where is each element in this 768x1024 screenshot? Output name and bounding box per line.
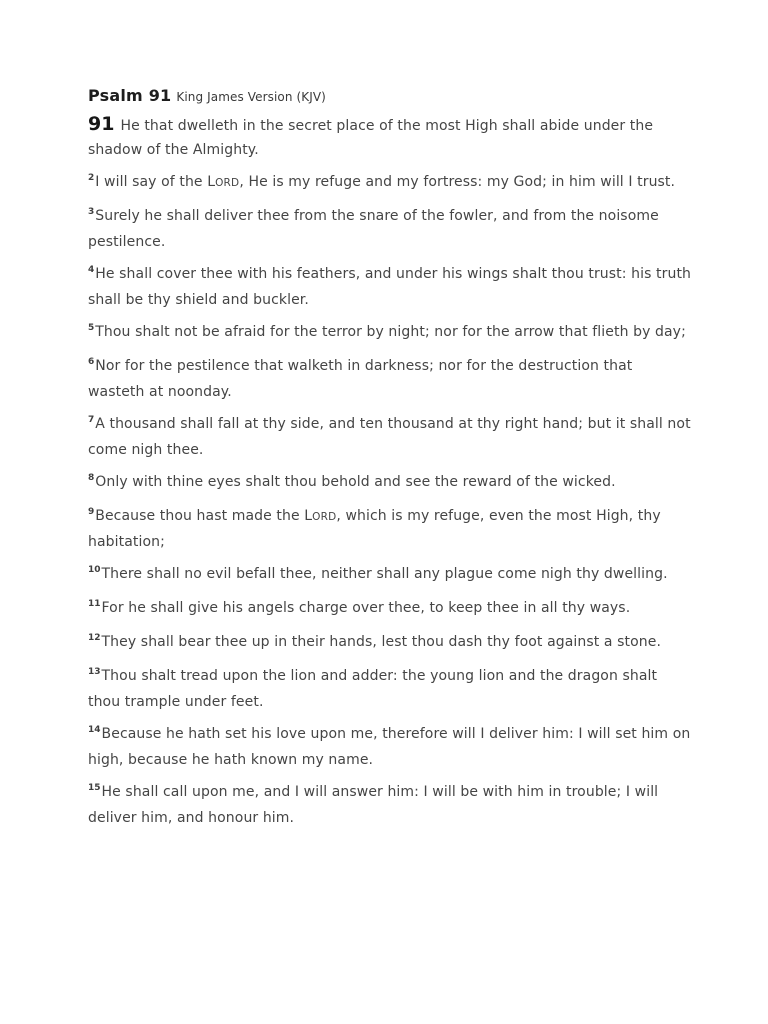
verse-paragraph — [88, 112, 692, 162]
verse-text: Thou shalt not be afraid for the terror by night; nor for the arrow that flieth by day; — [95, 324, 686, 340]
text-column — [88, 84, 692, 830]
verse-paragraph — [88, 262, 692, 312]
verse-text: He that dwelleth in the secret place of the most High shall abide under the shadow of the Almighty. — [88, 118, 654, 158]
verse-number: 8 — [88, 473, 95, 483]
verse-number: 13 — [88, 667, 101, 677]
lord-smallcaps: ORD — [215, 177, 240, 189]
verse-paragraph — [88, 354, 692, 404]
verse-paragraph — [88, 412, 692, 462]
verse-number: 9 — [88, 507, 95, 517]
verse-paragraph — [88, 170, 692, 196]
verse-number: 14 — [88, 725, 101, 735]
chapter-number: 91 — [88, 113, 115, 135]
verse-paragraph — [88, 204, 692, 254]
verse-paragraph — [88, 596, 692, 622]
verse-text: There shall no evil befall thee, neither shall any plague come nigh thy dwelling. — [101, 566, 668, 582]
verse-paragraph — [88, 562, 692, 588]
verse-number: 11 — [88, 599, 101, 609]
verse-paragraph — [88, 504, 692, 554]
verse-text: Only with thine eyes shalt thou behold and see the reward of the wicked. — [95, 474, 616, 490]
verse-text: Because thou hast made the LORD, which is my refuge, even the most High, thy habitation; — [88, 508, 661, 550]
verse-number: 10 — [88, 565, 101, 575]
verses-container — [88, 112, 692, 830]
verse-text: Surely he shall deliver thee from the snare of the fowler, and from the noisome pestilence. — [88, 208, 659, 250]
verse-text: He shall cover thee with his feathers, and under his wings shalt thou trust: his truth shall be thy shield and buckler. — [88, 266, 692, 308]
verse-text: They shall bear thee up in their hands, lest thou dash thy foot against a stone. — [101, 634, 662, 650]
verse-number: 15 — [88, 783, 101, 793]
verse-text: Because he hath set his love upon me, therefore will I deliver him: I will set him on high, because he hath known my name. — [88, 726, 691, 768]
verse-text: A thousand shall fall at thy side, and ten thousand at thy right hand; but it shall not come nigh thee. — [88, 416, 691, 458]
verse-paragraph — [88, 320, 692, 346]
verse-text: He shall call upon me, and I will answer him: I will be with him in trouble; I will deliver him, and honour him. — [88, 784, 659, 826]
passage-title — [88, 84, 692, 109]
verse-text: Thou shalt tread upon the lion and adder: the young lion and the dragon shalt thou trample under feet. — [88, 668, 658, 710]
verse-paragraph — [88, 470, 692, 496]
verse-number: 3 — [88, 207, 95, 217]
verse-number: 2 — [88, 173, 95, 183]
verse-text: I will say of the LORD, He is my refuge and my fortress: my God; in him will I trust. — [95, 174, 676, 190]
verse-number: 12 — [88, 633, 101, 643]
verse-paragraph — [88, 780, 692, 830]
lord-smallcaps: ORD — [312, 511, 337, 523]
verse-paragraph — [88, 722, 692, 772]
verse-text: For he shall give his angels charge over thee, to keep thee in all thy ways. — [101, 600, 631, 616]
verse-number: 7 — [88, 415, 95, 425]
verse-paragraph — [88, 664, 692, 714]
passage-title-text: Psalm 91 — [88, 86, 172, 105]
verse-number: 4 — [88, 265, 95, 275]
verse-text: Nor for the pestilence that walketh in darkness; nor for the destruction that wasteth at noonday. — [88, 358, 633, 400]
verse-number: 5 — [88, 323, 95, 333]
verse-number: 6 — [88, 357, 95, 367]
verse-paragraph — [88, 630, 692, 656]
version-subtitle: King James Version (KJV) — [176, 90, 326, 104]
